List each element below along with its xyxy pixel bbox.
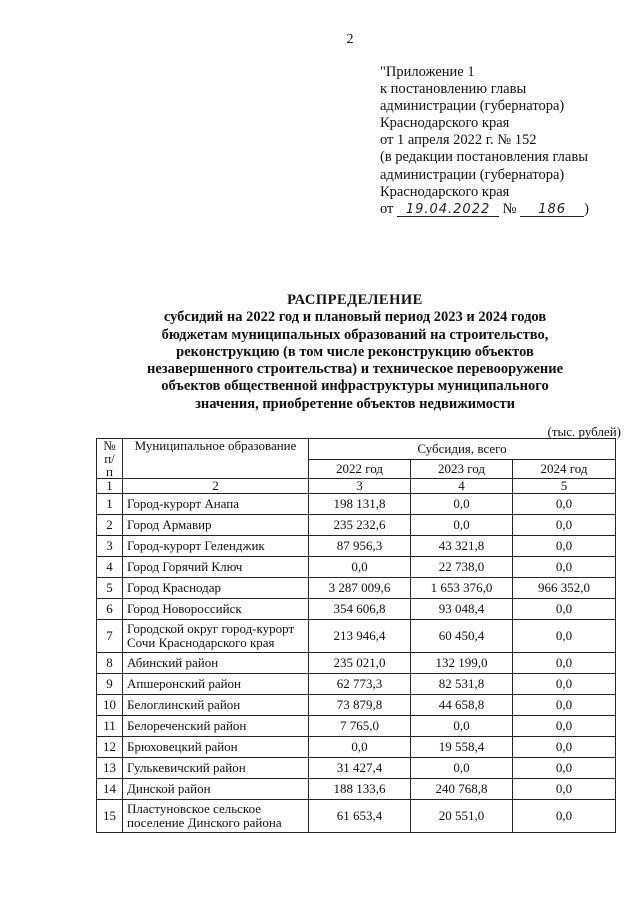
row-municipality: Город Горячий Ключ — [123, 557, 309, 578]
row-number: 6 — [97, 599, 123, 620]
col-number: 1 — [97, 479, 123, 494]
row-municipality: Городской округ город-курорт Сочи Краснодарского края — [123, 620, 309, 653]
page-number: 2 — [346, 32, 354, 47]
row-municipality: Город Новороссийск — [123, 599, 309, 620]
row-number: 8 — [97, 653, 123, 674]
table-row — [97, 737, 616, 758]
appendix-line: администрации (губернатора) — [380, 166, 565, 183]
row-value-2022: 0,0 — [309, 737, 411, 758]
row-value-2023: 1 653 376,0 — [411, 578, 513, 599]
row-value-2024: 0,0 — [513, 695, 616, 716]
handwritten-number: 186 — [520, 203, 584, 217]
handwritten-date: 19.04.2022 — [397, 203, 499, 217]
row-municipality: Апшеронский район — [123, 674, 309, 695]
table-row — [97, 557, 616, 578]
row-number: 4 — [97, 557, 123, 578]
row-value-2024: 0,0 — [513, 515, 616, 536]
title-line: реконструкцию (в том числе реконструкцию объектов — [176, 343, 534, 360]
document-title — [130, 292, 580, 413]
row-number: 7 — [97, 620, 123, 653]
table-row — [97, 695, 616, 716]
header-num: № п/п — [97, 439, 123, 479]
row-value-2024: 966 352,0 — [513, 578, 616, 599]
row-number: 1 — [97, 494, 123, 515]
row-value-2023: 22 738,0 — [411, 557, 513, 578]
row-value-2022: 7 765,0 — [309, 716, 411, 737]
title-line: объектов общественной инфраструктуры муниципального — [161, 378, 549, 395]
row-value-2024: 0,0 — [513, 800, 616, 833]
row-value-2023: 20 551,0 — [411, 800, 513, 833]
title-line: значения, приобретение объектов недвижимости — [195, 395, 515, 412]
row-value-2023: 240 768,8 — [411, 779, 513, 800]
row-value-2023: 0,0 — [411, 716, 513, 737]
table-row — [97, 536, 616, 557]
row-value-2024: 0,0 — [513, 557, 616, 578]
row-value-2024: 0,0 — [513, 758, 616, 779]
table-row — [97, 674, 616, 695]
table-row — [97, 800, 616, 833]
row-number: 3 — [97, 536, 123, 557]
row-municipality: Город Краснодар — [123, 578, 309, 599]
table-row — [97, 653, 616, 674]
row-municipality: Город-курорт Анапа — [123, 494, 309, 515]
row-value-2024: 0,0 — [513, 599, 616, 620]
from-label: от — [380, 200, 394, 217]
col-number: 5 — [513, 479, 616, 494]
row-number: 12 — [97, 737, 123, 758]
table-row — [97, 716, 616, 737]
table-row — [97, 494, 616, 515]
appendix-block — [380, 64, 589, 218]
row-value-2023: 93 048,4 — [411, 599, 513, 620]
close-paren: ) — [584, 200, 589, 217]
table-row — [97, 779, 616, 800]
row-value-2022: 31 427,4 — [309, 758, 411, 779]
row-number: 13 — [97, 758, 123, 779]
row-value-2023: 0,0 — [411, 494, 513, 515]
row-value-2024: 0,0 — [513, 674, 616, 695]
row-number: 14 — [97, 779, 123, 800]
row-value-2022: 188 133,6 — [309, 779, 411, 800]
row-value-2022: 235 021,0 — [309, 653, 411, 674]
row-value-2023: 82 531,8 — [411, 674, 513, 695]
header-year-2024: 2024 год — [513, 460, 616, 479]
table-row — [97, 758, 616, 779]
row-value-2022: 87 956,3 — [309, 536, 411, 557]
table-row — [97, 515, 616, 536]
row-value-2024: 0,0 — [513, 737, 616, 758]
row-value-2024: 0,0 — [513, 494, 616, 515]
row-value-2024: 0,0 — [513, 779, 616, 800]
table-row — [97, 599, 616, 620]
row-municipality: Город Армавир — [123, 515, 309, 536]
title-line: незавершенного строительства) и техническое перевооружение — [146, 361, 564, 378]
row-value-2024: 0,0 — [513, 716, 616, 737]
appendix-date-line — [380, 201, 589, 218]
number-label: № — [502, 200, 517, 217]
appendix-line: администрации (губернатора) — [380, 98, 565, 115]
row-value-2023: 43 321,8 — [411, 536, 513, 557]
row-value-2023: 44 658,8 — [411, 695, 513, 716]
appendix-line: Краснодарского края — [380, 183, 510, 200]
row-municipality: Гулькевичский район — [123, 758, 309, 779]
row-municipality: Белоглинский район — [123, 695, 309, 716]
row-value-2022: 61 653,4 — [309, 800, 411, 833]
row-value-2023: 0,0 — [411, 515, 513, 536]
col-number: 2 — [123, 479, 309, 494]
row-value-2023: 132 199,0 — [411, 653, 513, 674]
row-value-2023: 60 450,4 — [411, 620, 513, 653]
appendix-line: к постановлению главы — [380, 81, 527, 98]
distribution-table — [96, 438, 616, 833]
row-number: 15 — [97, 800, 123, 833]
header-subsidy: Субсидия, всего — [309, 439, 616, 460]
row-municipality: Пластуновское сельское поселение Динского района — [123, 800, 309, 833]
row-value-2024: 0,0 — [513, 653, 616, 674]
table-row — [97, 620, 616, 653]
row-number: 11 — [97, 716, 123, 737]
row-municipality: Город-курорт Геленджик — [123, 536, 309, 557]
appendix-line: от 1 апреля 2022 г. № 152 — [380, 132, 537, 149]
title-main: РАСПРЕДЕЛЕНИЕ — [287, 292, 423, 308]
row-value-2022: 213 946,4 — [309, 620, 411, 653]
header-year-2023: 2023 год — [411, 460, 513, 479]
appendix-line: "Приложение 1 — [380, 64, 475, 80]
row-value-2022: 73 879,8 — [309, 695, 411, 716]
row-value-2023: 0,0 — [411, 758, 513, 779]
col-number: 4 — [411, 479, 513, 494]
table-row — [97, 578, 616, 599]
row-value-2022: 62 773,3 — [309, 674, 411, 695]
row-municipality: Динской район — [123, 779, 309, 800]
title-line: субсидий на 2022 год и плановый период 2023 и 2024 годов — [163, 309, 547, 326]
row-value-2022: 0,0 — [309, 557, 411, 578]
row-number: 10 — [97, 695, 123, 716]
row-value-2024: 0,0 — [513, 536, 616, 557]
row-municipality: Абинский район — [123, 653, 309, 674]
table-body — [97, 494, 616, 833]
row-municipality: Брюховецкий район — [123, 737, 309, 758]
row-value-2023: 19 558,4 — [411, 737, 513, 758]
row-municipality: Белореченский район — [123, 716, 309, 737]
row-value-2022: 235 232,6 — [309, 515, 411, 536]
units-label: (тыс. рублей) — [547, 424, 621, 439]
col-number: 3 — [309, 479, 411, 494]
row-value-2022: 354 606,8 — [309, 599, 411, 620]
appendix-line: Краснодарского края — [380, 115, 510, 132]
row-number: 5 — [97, 578, 123, 599]
row-value-2022: 198 131,8 — [309, 494, 411, 515]
title-line: бюджетам муниципальных образований на строительство, — [161, 326, 549, 343]
header-year-2022: 2022 год — [309, 460, 411, 479]
row-number: 2 — [97, 515, 123, 536]
row-value-2022: 3 287 009,6 — [309, 578, 411, 599]
header-name: Муниципальное образование — [123, 439, 309, 479]
row-number: 9 — [97, 674, 123, 695]
appendix-line: (в редакции постановления главы — [380, 149, 588, 166]
row-value-2024: 0,0 — [513, 620, 616, 653]
